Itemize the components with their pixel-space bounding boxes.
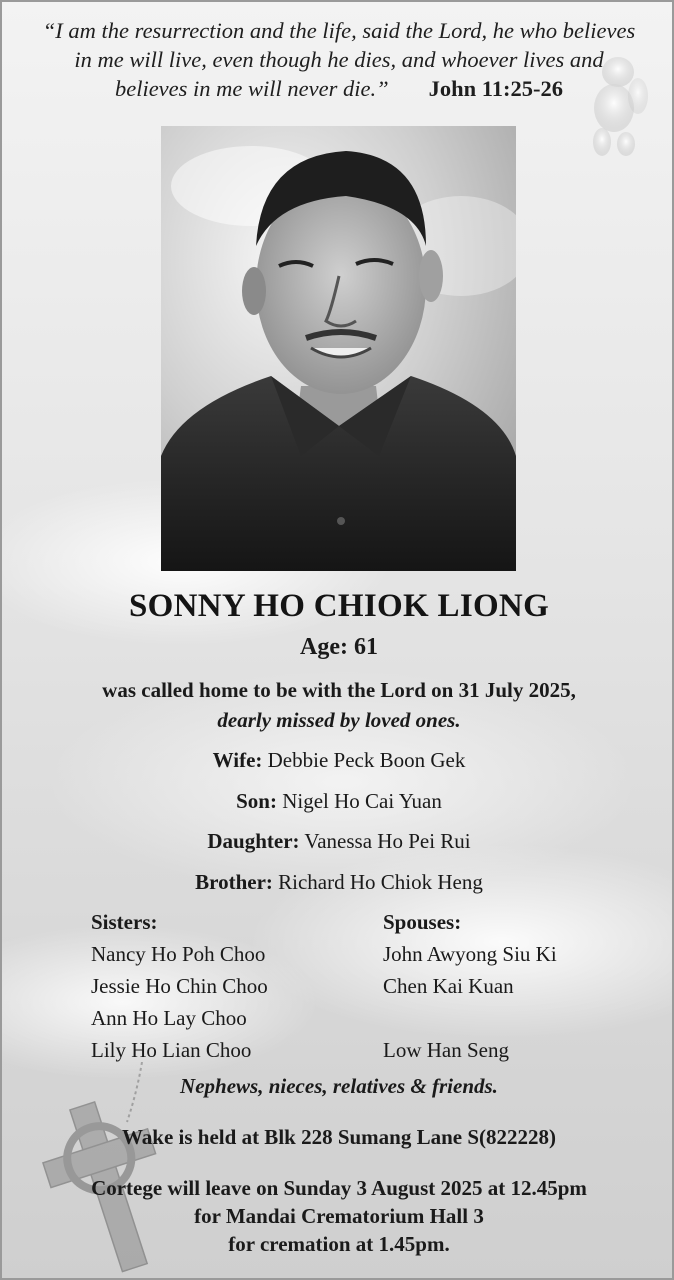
spouse-item: Low Han Seng [383, 1038, 509, 1062]
cortege-details [2, 1174, 674, 1258]
son-label: Son: [236, 789, 277, 813]
brother-line [2, 870, 674, 895]
scripture-reference: John 11:25-26 [428, 76, 564, 101]
quote-line-2: in me will live, even though he dies, and whoever lives and [74, 47, 604, 72]
deceased-name: SONNY HO CHIOK LIONG [128, 588, 550, 624]
cortege-line-1: Cortege will leave on Sunday 3 August 2025 at 12.45pm [91, 1176, 587, 1200]
sister-item: Jessie Ho Chin Choo [91, 974, 268, 998]
wife-name: Debbie Peck Boon Gek [267, 748, 466, 772]
dearly-missed-text: dearly missed by loved ones. [217, 708, 461, 732]
sister-item: Nancy Ho Poh Choo [91, 942, 266, 966]
quote-line-3-text: believes in me will never die.” [114, 76, 389, 101]
son-line [2, 789, 674, 814]
called-home-text: was called home to be with the Lord on 31 July 2025, [102, 678, 576, 702]
spouses-label: Spouses: [383, 910, 462, 934]
sisters-column [91, 906, 268, 1066]
sister-item: Ann Ho Lay Choo [91, 1006, 247, 1030]
spouse-item: John Awyong Siu Ki [383, 942, 557, 966]
cortege-line-3: for cremation at 1.45pm. [228, 1232, 450, 1256]
scripture-quote [12, 16, 666, 103]
sisters-label: Sisters: [91, 910, 158, 934]
daughter-label: Daughter: [207, 829, 300, 853]
spouses-column [383, 906, 557, 1066]
deceased-age: Age: 61 [300, 634, 378, 660]
cherub-icon [580, 50, 650, 160]
sister-item: Lily Ho Lian Choo [91, 1038, 252, 1062]
brother-name: Richard Ho Chiok Heng [278, 870, 483, 894]
portrait-photo [161, 126, 516, 571]
wife-line [2, 748, 674, 773]
others-line: Nephews, nieces, relatives & friends. [180, 1074, 498, 1098]
quote-line-1: “I am the resurrection and the life, said the Lord, he who believes [42, 18, 636, 43]
brother-label: Brother: [195, 870, 273, 894]
spouse-item-empty [383, 1002, 557, 1034]
wife-label: Wife: [212, 748, 263, 772]
cortege-line-2: for Mandai Crematorium Hall 3 [194, 1204, 484, 1228]
spouse-item: Chen Kai Kuan [383, 974, 514, 998]
daughter-line [2, 829, 674, 854]
wake-location: Wake is held at Blk 228 Sumang Lane S(822228) [121, 1125, 557, 1149]
son-name: Nigel Ho Cai Yuan [282, 789, 442, 813]
daughter-name: Vanessa Ho Pei Rui [304, 829, 471, 853]
quote-line-3 [12, 74, 666, 103]
